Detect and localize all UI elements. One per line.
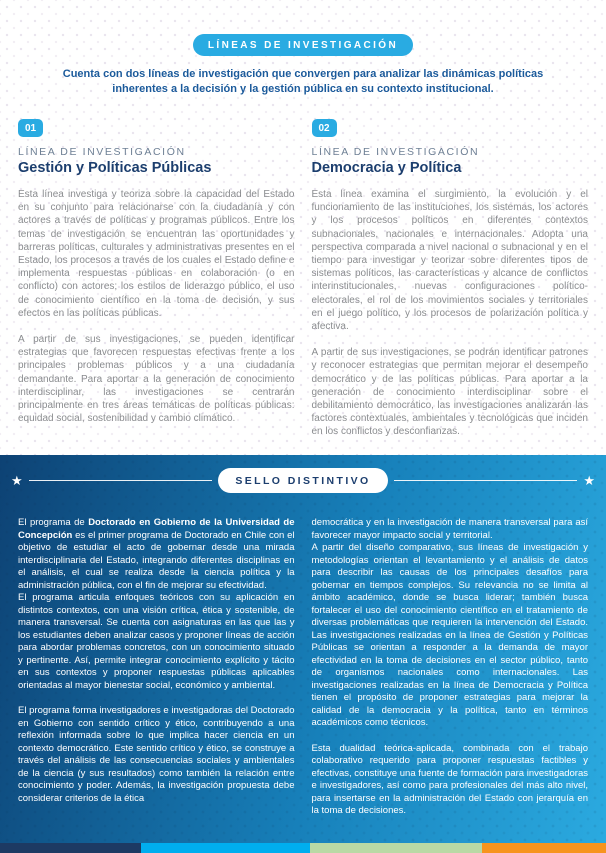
intro-text: Cuenta con dos líneas de investigación que convergen para analizar las dinámicas políticas inherentes a la decisión y la gestión pública en su contexto institucional. — [62, 68, 544, 95]
sello-p1-prefix: El programa de — [18, 517, 89, 528]
sello-columns — [0, 517, 606, 818]
line-2-paragraph-1: Esta línea examina el surgimiento, la evolución y el funcionamiento de las instituciones, los sistemas, los actores y los procesos políticos en diferentes contextos subnacionales, nacionales e internacionales. Adopta una perspectiva comparada a nivel nacional o subnacional y en el tiempo para investigar y teorizar sobre diferentes tipos de sistemas políticos, las características y alcance de conflictos interinstitucionales, nuevas configuraciones político-electorales, el rol de los movimientos sociales y territoriales en el juego político, y los procesos de polarización política y afectiva. — [311, 189, 588, 333]
line-2-kicker: LÍNEA DE INVESTIGACIÓN — [311, 146, 480, 158]
star-icon-right: ★ — [583, 473, 595, 488]
divider-line-right — [394, 480, 578, 481]
footer-stripes — [0, 843, 606, 853]
sello-paragraph-4: democrática y en la investigación de manera transversal para así favorecer mayor impacto social y territorial. — [311, 517, 588, 541]
sello-column-left — [18, 517, 295, 818]
line-2-paragraph-2: A partir de sus investigaciones, se podrán identificar patrones y reconocer estrategias que permitan mejorar el desempeño democrático y de las políticas públicas. Para aportar a la generación de conocimiento interdisciplinar sobre el debilitamiento democrático, las investigaciones analizarán las factores contextuales, ambientales y tecnológicas que inciden en los conflictos y desconfianzas. — [311, 347, 588, 438]
line-1-paragraph-1: Esta línea investiga y teoriza sobre la capacidad del Estado en su conjunto para relacionarse con la ciudadanía y con actores a través de políticas y programas públicos. Entre los temas de investigación se encuentran las oportunidades y barreras políticas, culturales y administrativas presentes en el Estado, los procesos a través de los cuales el Estado define e implementa respuestas públicas en colaboración (o en conflicto) con actores; los estilos de liderazgo público, el uso de conocimiento científico en la toma de decisión, y sus efectos en las políticas públicas. — [18, 189, 295, 319]
section-badge-sello: SELLO DISTINTIVO — [218, 468, 387, 493]
sello-p1-program-name: Doctorado en Gobierno de la Universidad de Concepción — [18, 517, 295, 541]
line-1-title: Gestión y Políticas Públicas — [18, 160, 212, 176]
sello-paragraph-6: Esta dualidad teórica-aplicada, combinada con el trabajo colaborativo requerido para proponer respuestas factibles y efectivas, constituye una fuente de formación para investigadoras e investigadores, así como para profesionales del más alto nivel, para insertarse en la administración del Estado con jerarquía en la toma de decisiones. — [311, 742, 588, 816]
research-line-2 — [312, 119, 589, 439]
section-badge-lineas: LÍNEAS DE INVESTIGACIÓN — [193, 34, 413, 56]
sello-header — [0, 455, 606, 493]
sello-column-right — [312, 517, 589, 818]
footer-stripe-cyan — [141, 843, 310, 853]
divider-line-left — [29, 480, 213, 481]
sello-distintivo-section — [0, 455, 606, 843]
footer-stripe-green — [310, 843, 481, 853]
star-icon-left: ★ — [11, 473, 23, 488]
sello-paragraph-3: El programa forma investigadores e investigadoras del Doctorado en Gobierno con sentido crítico y ético, contribuyendo a una reflexión informada sobre lo que implica hacer ciencia en un contexto democrático. Este sentido crítico y ético, se construye a través del análisis de las consecuencias sociales y ambientales de la ciencia (y sus resultados) como también la relación entre conocimiento y poder. Además, la investigación propuesta debe considerar criterios de la ética — [18, 705, 295, 804]
footer-stripe-navy — [0, 843, 141, 853]
sello-p1-rest: es el primer programa de Doctorado en Chile con el objetivo de estudiar el acto de gobernar desde una mirada interdisciplinaria del Estado, integrando diferentes disciplinas en el análisis, el cual se realiza desde la ciencia política y la administración pública, con el fin de mejorar su efectividad. — [18, 529, 295, 591]
line-1-paragraph-2: A partir de sus investigaciones, se pueden identificar estrategias que favorecen respuestas efectivas frente a los principales problemas públicos y a una ciudadanía demandante. Para aportar a la generación de conocimiento interdisciplinar, las investigaciones se centrarán principalmente en tres áreas temáticas de políticas públicas: equidad social, sostenibilidad y cambio climático. — [18, 334, 295, 425]
sello-paragraph-2: El programa articula enfoques teóricos con su aplicación en distintos contextos, con una visión crítica, ética y sostenible, de manera transversal. Se cuenta con asignaturas en las que las y los estudiantes deben analizar casos y proponer líneas de acción para abordar problemas concretos, con un conocimiento situado y pertinente. Así, permite integrar conocimiento explícito y tácito en sus contextos y proponer respuestas públicas aplicables orientadas al mayor bienestar social, económico y ambiental. — [18, 592, 295, 691]
line-1-number-badge: 01 — [18, 119, 43, 137]
line-2-title: Democracia y Política — [311, 160, 462, 176]
line-2-number-badge: 02 — [312, 119, 337, 137]
research-lines-columns — [0, 119, 606, 439]
footer-stripe-orange — [482, 843, 606, 853]
research-line-1 — [18, 119, 295, 439]
line-1-kicker: LÍNEA DE INVESTIGACIÓN — [18, 146, 186, 158]
sello-paragraph-1 — [18, 517, 295, 592]
sello-paragraph-5: A partir del diseño comparativo, sus líneas de investigación y metodologías orientan el levantamiento y el análisis de datos para describir las causas de los principales desafíos para gobernar en tiempos complejos. Su relevancia no se limita al ámbito académico, donde se busca liderar; también busca fortalecer el uso del conocimiento científico en el tratamiento de diversas problemáticas que requieren la intervención del Estado. Las investigaciones realizadas en la línea de Gestión y Políticas Públicas se orientan a responder a la demanda de mayor efectividad en la toma de decisiones en el sector público, tanto de organismos nacionales como internacionales. Las investigaciones realizadas en la línea de Democracia y Política tienen el propósito de proponer estrategias para mejorar la calidad de la democracia y la política, tanto en términos académicos como técnicos. — [311, 542, 588, 728]
